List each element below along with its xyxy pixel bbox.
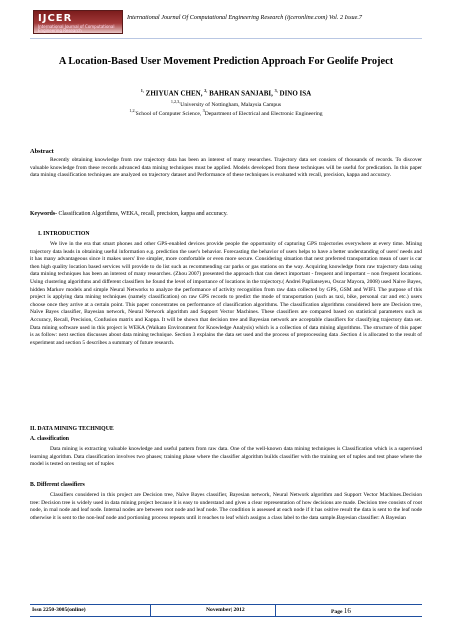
abstract-text: Recently obtaining knowledge from raw trajectory data has been an interest of many researches. Trajectory data set consists of thousands of records. To discover valuable knowledge from these records advanced data mining techniques must be applied. Models developed from these techniques will be useful for predication. In this paper data mining classification techniques are analyzed on trajectory dataset and Performance of these techniques is evaluated with recall, precision, kappa and accuracy. [30, 157, 422, 179]
subsection-heading-classifiers: B. Different classifiers [30, 482, 85, 488]
author-1: ZHIYUAN CHEN, [145, 89, 203, 98]
footer-rule-bottom [30, 616, 422, 617]
journal-logo [33, 10, 123, 34]
introduction-text: We live in the era that smart phones and other GPS-enabled devices provide people the opportunity of capturing GPS trajectories everywhere at every time. Mining trajectory data leads in obtaining useful information e.g. prediction the user's behavior. Forecasting the behavior of users helps to have a better understanding of users' needs and it has many advantageous since it makes users' live simpler, more comfortable or even more secure. Considering situation that next preferred transportation mean of user is car then high quality location based services will provide to do list such as recommending car parks or gas stations on the way. Acquiring knowledge from raw trajectory data using data mining techniques has been an interest of many researches. (Zhou 2007) presented the approach that can detect important - frequent and important – non frequent locations. Using clustering algorithms and different classifiers he found the level of importance of locations in the trajectory.( Andrei Papliatseyeu, Oscar Mayora, 2008) used Naive Bayes, hidden Markov models and simple Neural Networks to analyze the performance of activity recognition from raw data collected by GPS, GSM and WIFI. The purpose of this project is applying data mining techniques (namely classification) on raw GPS records to predict the mode of transportation (such as taxi, bike, personal car and etc.) users choose once they arrive at a certain point. This paper concentrates on performance of classification algorithms. The classification algorithms considered here are Decision tree, Naïve Bayes classifier, Bayesian network, Neural Network algorithm and Support Vector Machines. These classifiers are compared based on statistical parameters such as Accuracy, Recall, Precision, Confusion matrix and Kappa. It will be shown that decision tree and Bayesian network are acceptable classifiers for classifying trajectory data set. Data mining software used in this project is WEKA (Waikato Environment for Knowledge Analysis) which is a collection of data mining algorithms. The structure of this paper is as follow: next section discusses about data mining technique. Section 3 explains the data set used and the process of preprocessing data .Section 4 is allocated to the result of experiment and section 5 describes a summary of future research. [30, 241, 422, 346]
paper-title: A Location-Based User Movement Prediction Approach For Geolife Project [58, 56, 394, 67]
section-heading-data-mining: II. DATA MINING TECHNIQUE [30, 426, 114, 432]
footer-separator [150, 605, 151, 616]
footer-page: Page 16 [331, 607, 351, 615]
footer-separator [275, 605, 276, 616]
affiliation-2: $^{1,2,}$School of Computer Science, $^3$Department of Electrical and Electronic Engineering [129, 108, 323, 117]
page-number: 16 [343, 607, 351, 615]
keywords-text: Classification Algorithms, WEKA, recall, precision, kappa and accuracy. [57, 211, 228, 217]
subsection-heading-classification: A. classification [30, 436, 69, 442]
journal-line: International Journal Of Computational Engineering Research (ijceronline.com) Vol. 2 Issue.7 [127, 14, 362, 21]
affiliation-1: $^{1,2,3,}$University of Nottingham, Malaysia Campus [170, 99, 282, 108]
author-2: BAHRAN SANJABI, [209, 89, 273, 98]
footer-rule-top [30, 604, 422, 605]
section-heading-introduction: I. INTRODUCTION [38, 231, 90, 237]
keywords-label: Keywords- [30, 211, 58, 217]
author-3: DINO ISA [279, 89, 312, 98]
footer-date: November| 2012 [206, 607, 245, 613]
logo-subtitle: International Journal of Computational Engineering Research [38, 24, 115, 33]
keywords-line [30, 211, 422, 217]
abstract-heading: Abstract [30, 148, 54, 155]
author-line: $^{1,}$ ZHIYUAN CHEN, $^{2,}$ BAHRAN SANJABI, $^{3,}$ DINO ISA [140, 88, 312, 98]
logo-text: IJCER [38, 13, 73, 24]
footer-issn: Issn 2250-3005(online) [32, 607, 86, 613]
classification-text: Data mining is extracting valuable knowledge and useful pattern from raw data. One of the well-known data mining techniques is Classification which is a supervised learning algorithm. Data classification involves two phases; training phase where the classifier algorithm builds classifier with the training set of tuples and test phase where the model is tested on testing set of tuples [30, 446, 422, 468]
classifiers-text: Classifiers considered in this project are Decision tree, Naïve Bayes classifier, Bayesian network, Neural Network algorithm and Support Vector Machines.Decision tree: Decision tree is widely used in data mining project because it is easy to understand and gives a clear representation of how decisions are made. Decision tree consists of root node, in rnal node and leaf node. Internal nodes are between root node and leaf node. The condition is assessed at each node if it has ositive result the data is sent to the leaf node otherwise it is sent to the non-leaf node and portioning process repeats until it reaches to leaf which assigns a class label to the data sample.Bayesian classifier: A Bayesian [30, 492, 422, 521]
